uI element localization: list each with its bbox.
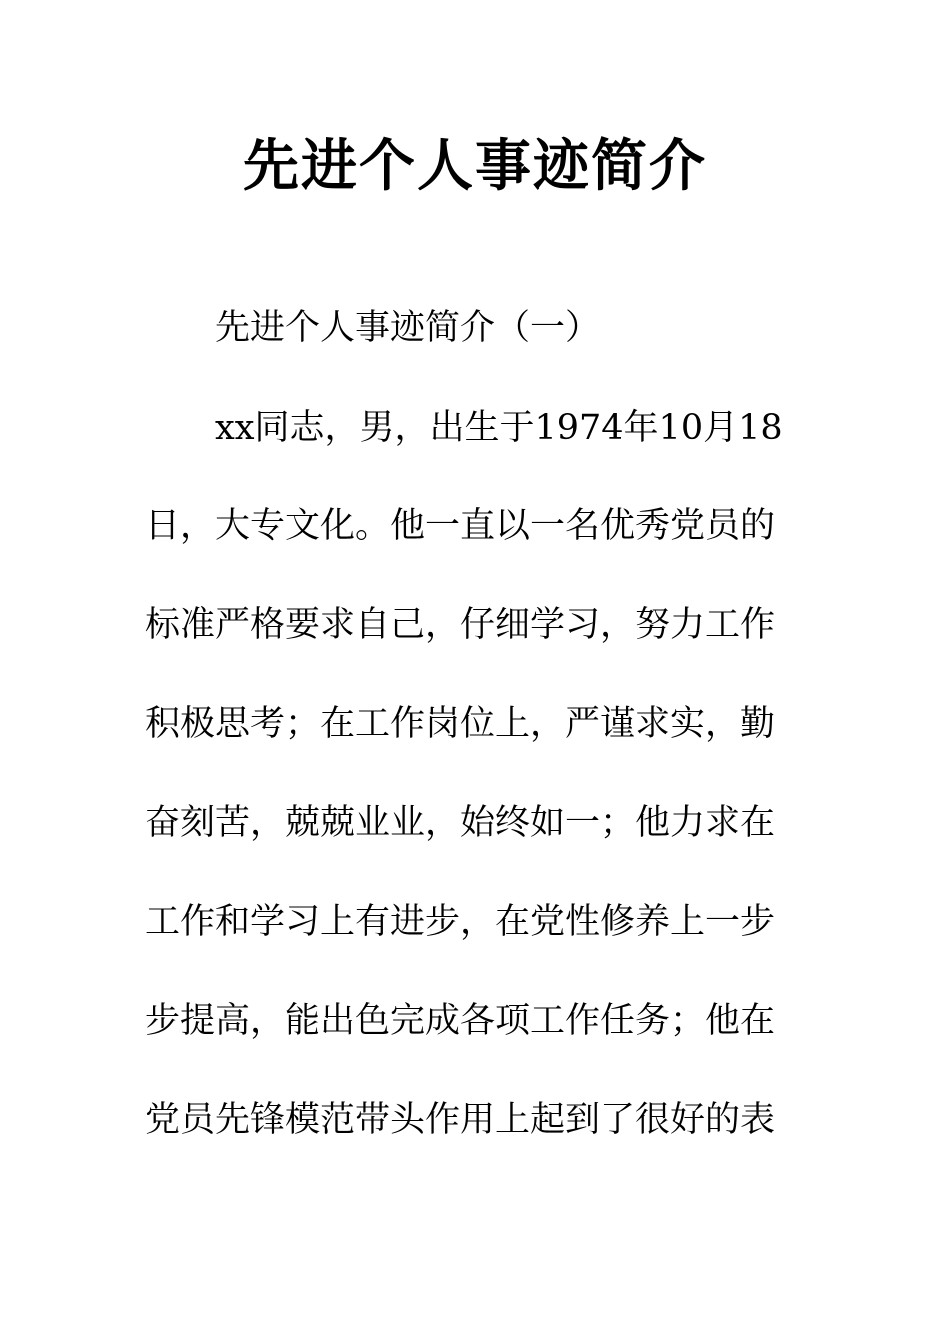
paragraph-line: xx同志，男，出生于1974年10月18 (215, 408, 783, 448)
paragraph-line: 标准严格要求自己，仔细学习，努力工作 (145, 605, 776, 645)
paragraph-line: 奋刻苦，兢兢业业，始终如一；他力求在 (145, 803, 776, 843)
document-title: 先进个人事迹简介 (243, 133, 707, 199)
paragraph-line: 工作和学习上有进步，在党性修养上一步 (145, 902, 776, 942)
paragraph-line: 步提高，能出色完成各项工作任务；他在 (145, 1001, 776, 1041)
paragraph-line: 党员先锋模范带头作用上起到了很好的表 (145, 1100, 776, 1140)
paragraph-line: 积极思考；在工作岗位上，严谨求实，勤 (145, 704, 776, 744)
subheading: 先进个人事迹简介（一） (215, 308, 601, 348)
paragraph-line: 日，大专文化。他一直以一名优秀党员的 (145, 506, 776, 546)
